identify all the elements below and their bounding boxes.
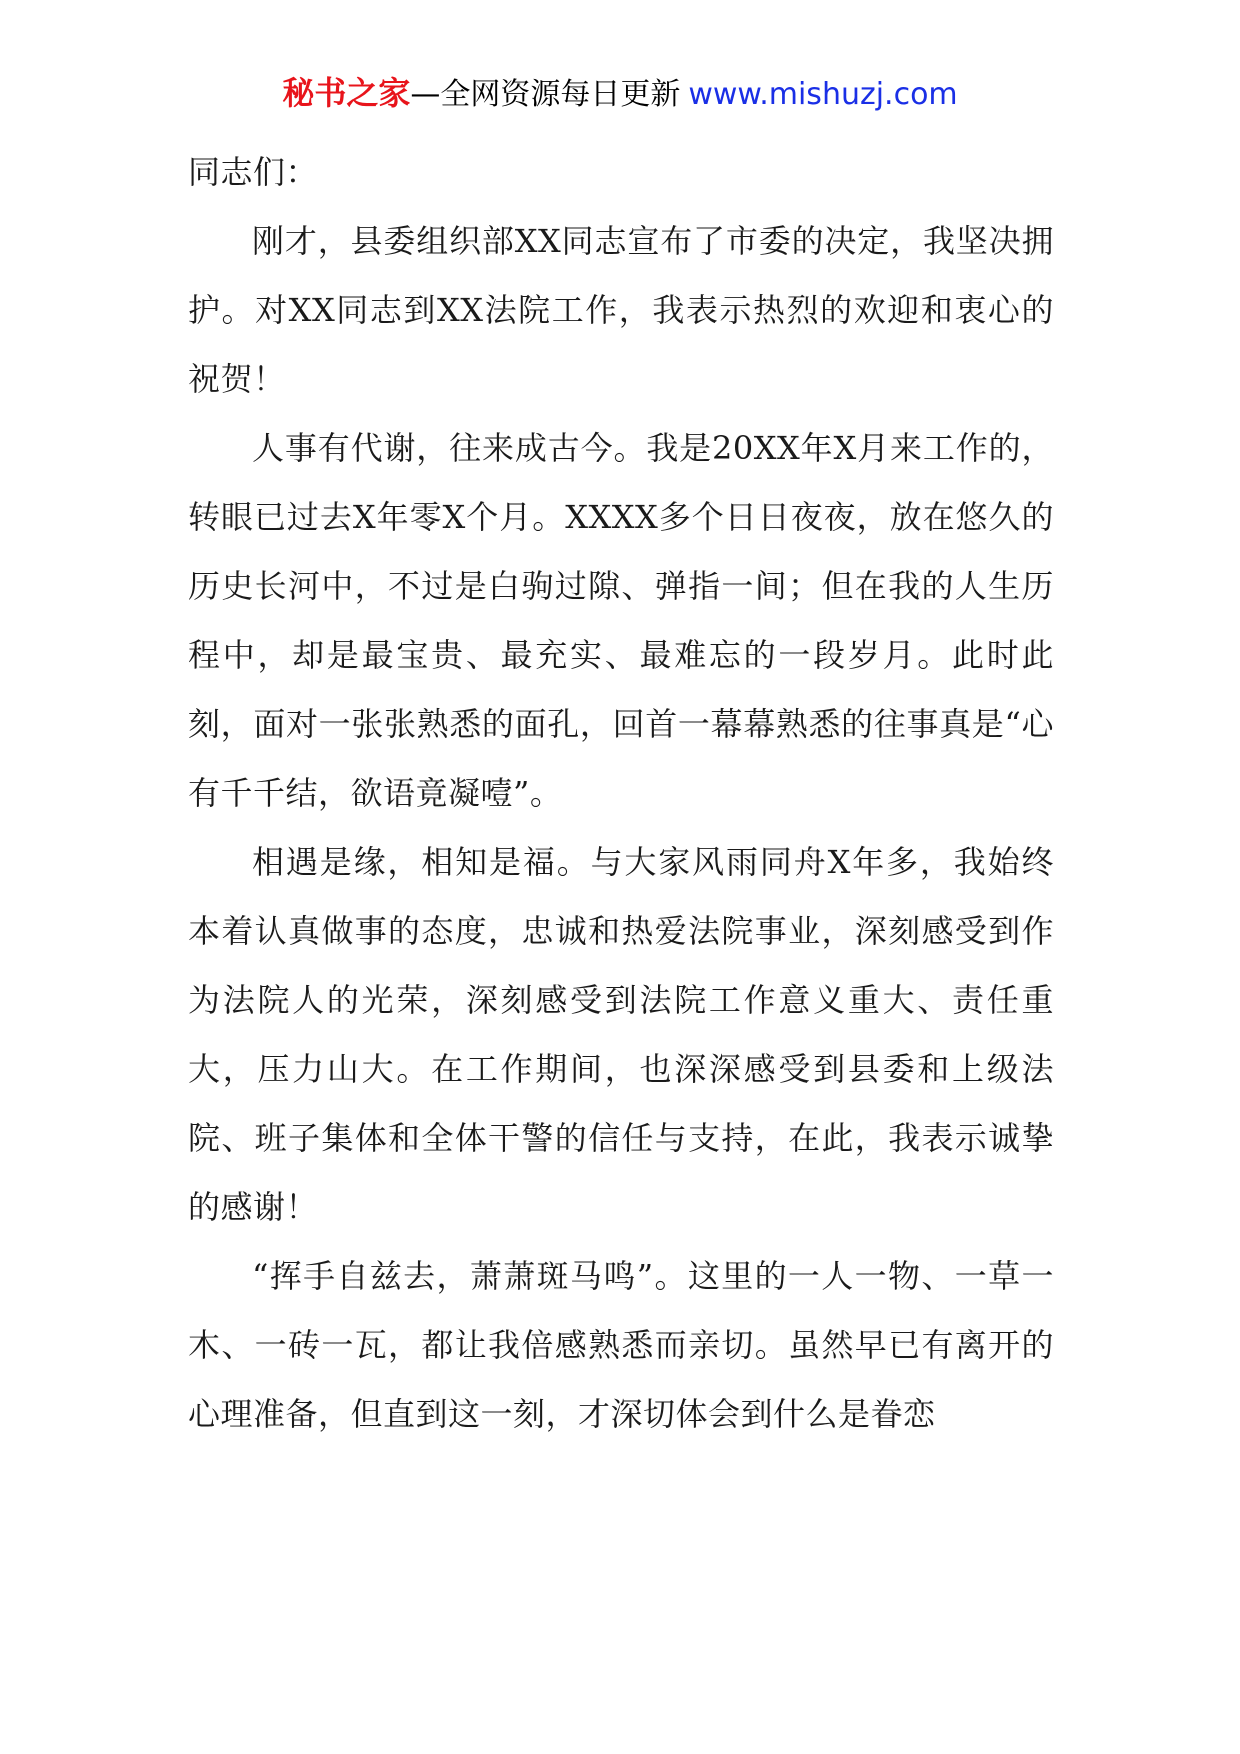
header-slogan: —全网资源每日更新 [410, 77, 681, 112]
paragraph-4: “挥手自兹去，萧萧斑马鸣”。这里的一人一物、一草一木、一砖一瓦，都让我倍感熟悉而亲切。虽然早已有离开的心理准备，但直到这一刻，才深切体会到什么是眷恋 [188, 1257, 1054, 1433]
paragraph-2: 人事有代谢，往来成古今。我是20XX年X月来工作的，转眼已过去X年零X个月。XXXX多个日日夜夜，放在悠久的历史长河中，不过是白驹过隙、弹指一间；但在我的人生历程中，却是最宝贵、最充实、最难忘的一段岁月。此时此刻，面对一张张熟悉的面孔，回首一幕幕熟悉的往事真是“心有千千结，欲语竟凝噎”。 [188, 429, 1054, 812]
site-url-link[interactable]: www.mishuzj.com [688, 77, 958, 112]
paragraph-3: 相遇是缘，相知是福。与大家风雨同舟X年多，我始终本着认真做事的态度，忠诚和热爱法院事业，深刻感受到作为法院人的光荣，深刻感受到法院工作意义重大、责任重大，压力山大。在工作期间，也深深感受到县委和上级法院、班子集体和全体干警的信任与支持，在此，我表示诚挚的感谢！ [188, 843, 1054, 1226]
brand-name: 秘书之家 [282, 74, 411, 112]
salutation: 同志们： [188, 153, 319, 191]
paragraph-1: 刚才，县委组织部XX同志宣布了市委的决定，我坚决拥护。对XX同志到XX法院工作，我表示热烈的欢迎和衷心的祝贺！ [188, 222, 1054, 398]
page-header [0, 70, 1240, 118]
document-body [188, 138, 1054, 1449]
